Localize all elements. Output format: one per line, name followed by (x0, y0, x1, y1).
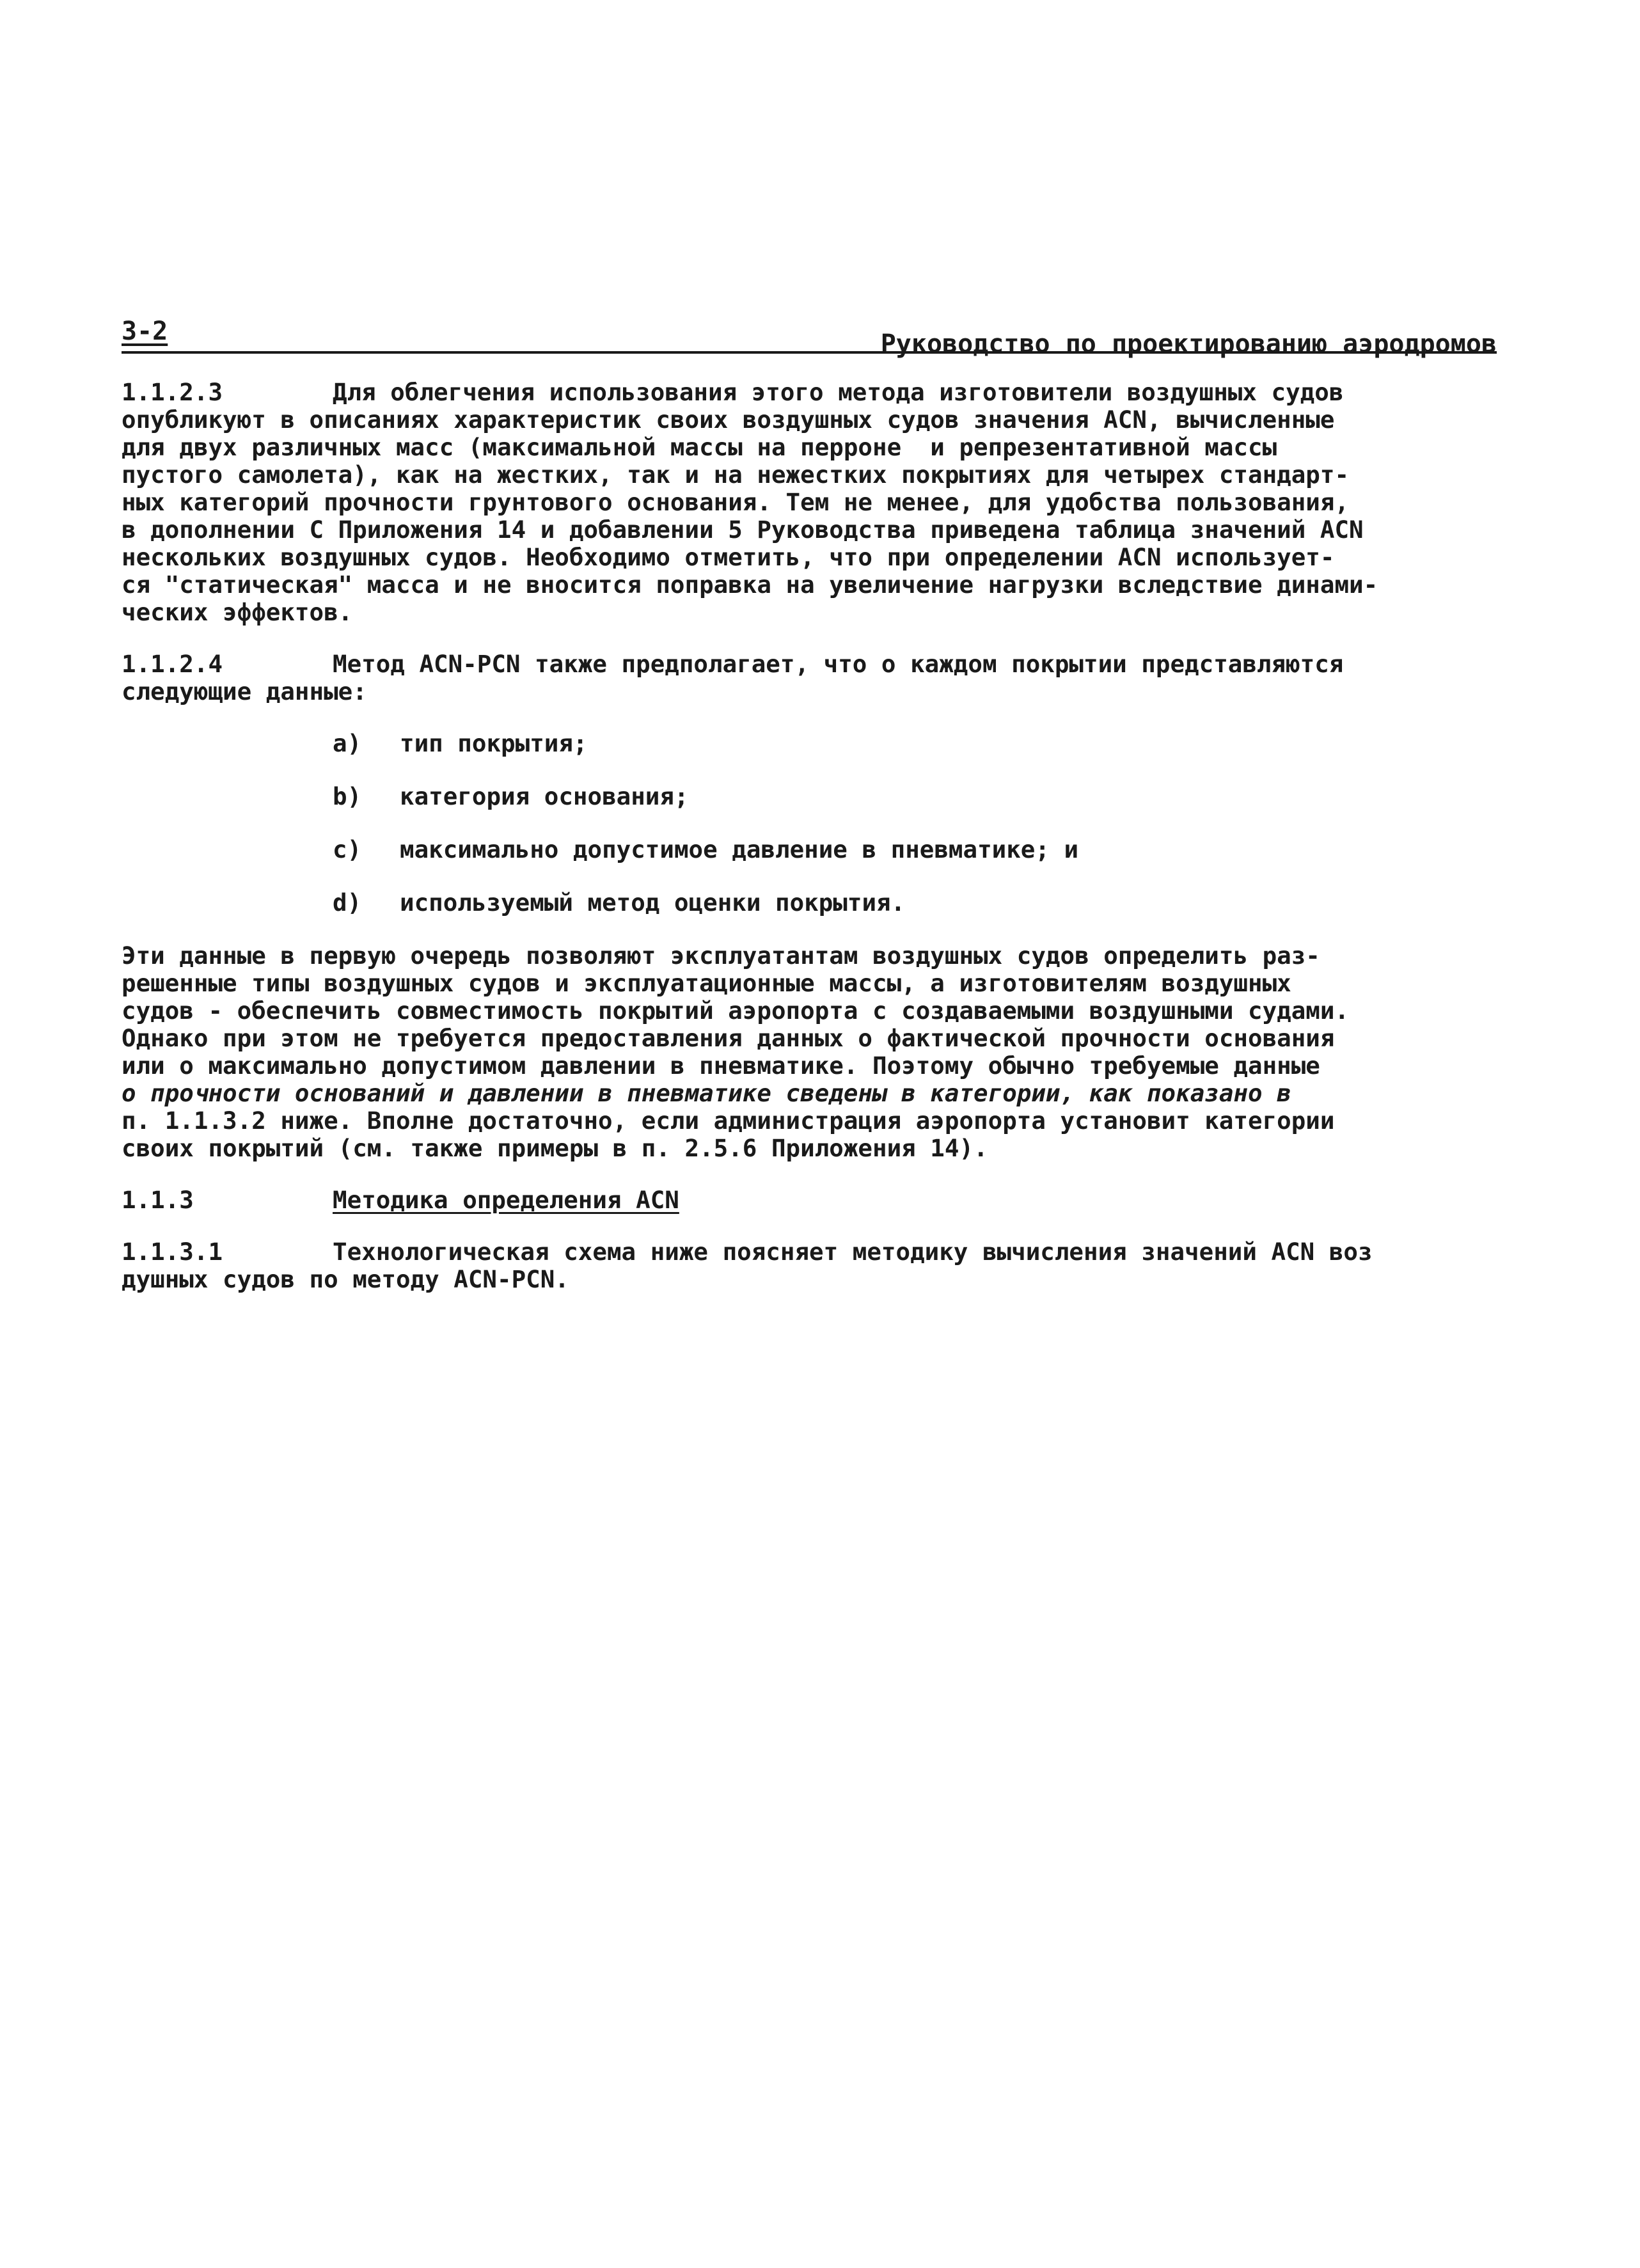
paragraph-line: ческих эффектов. (122, 598, 353, 626)
paragraph-line: для двух различных масс (максимальной массы на перроне и репрезентативной массы (122, 433, 1277, 461)
paragraph-line: п. 1.1.3.2 ниже. Вполне достаточно, если администрация аэропорта установит категории (122, 1106, 1335, 1135)
paragraph-line: решенные типы воздушных судов и эксплуатационные массы, а изготовителям воздушных (122, 969, 1291, 997)
list-text: тип покрытия; (400, 729, 588, 757)
paragraph-line: Метод ACN-PCN также предполагает, что о каждом покрытии представляются (333, 650, 1344, 678)
paragraph-1-1-3-1 (122, 1238, 1535, 1293)
paragraph-line: Однако при этом не требуется предоставления данных о фактической прочности основания (122, 1024, 1335, 1052)
paragraph-1-1-2-4 (122, 650, 1535, 705)
list-text: категория основания; (400, 782, 689, 810)
paragraph-number: 1.1.2.3 (122, 378, 223, 406)
data-list (122, 730, 1535, 917)
list-marker: b) (333, 782, 362, 810)
list-item (333, 836, 1535, 863)
list-marker: c) (333, 835, 362, 863)
paragraph-number: 1.1.2.4 (122, 650, 223, 678)
list-item (333, 889, 1535, 917)
page-number: 3-2 (122, 317, 168, 346)
paragraph-line: или о максимально допустимом давлении в пневматике. Поэтому обычно требуемые данные (122, 1051, 1320, 1080)
list-text: используемый метод оценки покрытия. (400, 888, 906, 917)
paragraph-number: 1.1.3.1 (122, 1238, 223, 1266)
paragraph-line: Для облегчения использования этого метода изготовители воздушных судов (333, 378, 1344, 406)
paragraph-line: судов - обеспечить совместимость покрытий аэропорта с создаваемыми воздушными судами. (122, 996, 1350, 1025)
document-body (122, 379, 1535, 1293)
paragraph-line: опубликуют в описаниях характеристик своих воздушных судов значения ACN, вычисленные (122, 406, 1335, 434)
section-title: Методика определения ACN (333, 1186, 679, 1214)
paragraph-line: нескольких воздушных судов. Необходимо отметить, что при определении ACN использует- (122, 543, 1335, 571)
paragraph-line: пустого самолета), как на жестких, так и на нежестких покрытиях для четырех стандарт- (122, 461, 1350, 489)
paragraph-line: Технологическая схема ниже поясняет методику вычисления значений ACN воз (333, 1238, 1373, 1266)
paragraph-line: следующие данные: (122, 677, 367, 705)
list-marker: a) (333, 729, 362, 757)
paragraph-line: в дополнении C Приложения 14 и добавлении 5 Руководства приведена таблица значений ACN (122, 516, 1364, 544)
paragraph-1-1-2-3 (122, 379, 1535, 626)
paragraph-continuation (122, 942, 1535, 1162)
paragraph-line: своих покрытий (см. также примеры в п. 2.5.6 Приложения 14). (122, 1134, 988, 1162)
paragraph-line: ся "статическая" масса и не вносится поправка на увеличение нагрузки вследствие динами- (122, 571, 1378, 599)
running-header (122, 317, 1497, 359)
header-rule (122, 351, 1497, 354)
list-item (333, 783, 1535, 810)
list-text: максимально допустимое давление в пневматике; и (400, 835, 1079, 863)
section-heading-1-1-3 (122, 1186, 1535, 1214)
paragraph-line: душных судов по методу ACN-PCN. (122, 1265, 569, 1293)
list-item (333, 730, 1535, 757)
paragraph-line: Эти данные в первую очередь позволяют эксплуатантам воздушных судов определить раз- (122, 941, 1320, 970)
paragraph-line: о прочности оснований и давлении в пневматике сведены в категории, как показано в (122, 1079, 1291, 1107)
paragraph-line: ных категорий прочности грунтового основания. Тем не менее, для удобства пользования, (122, 488, 1350, 516)
header-title: Руководство по проектированию аэродромов (880, 329, 1497, 359)
list-marker: d) (333, 888, 362, 917)
section-number: 1.1.3 (122, 1186, 194, 1214)
